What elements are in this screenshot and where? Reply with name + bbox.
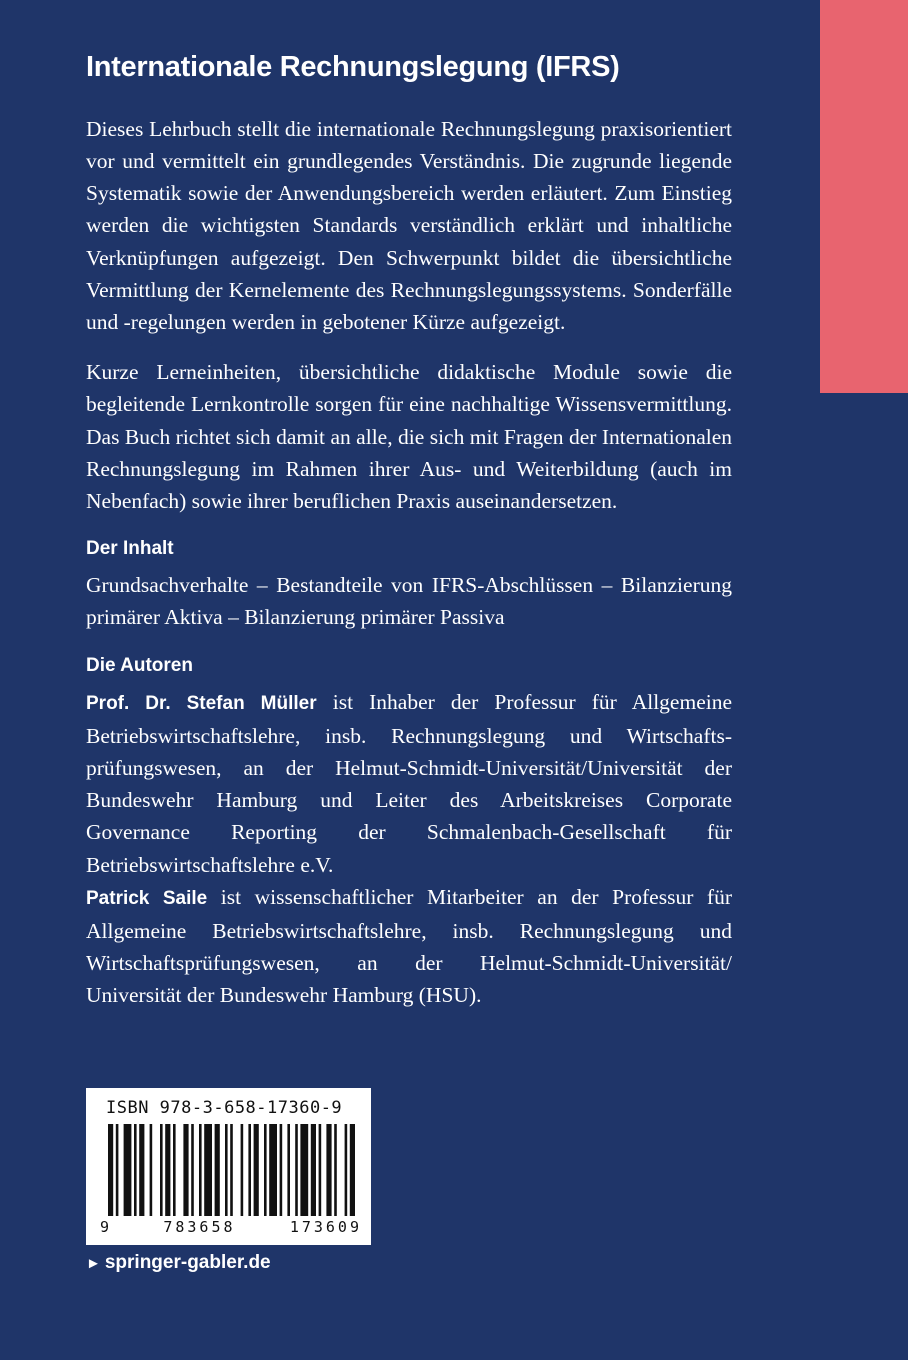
barcode-bar (280, 1124, 283, 1216)
barcode-bar (230, 1124, 233, 1216)
barcode-bar (254, 1124, 259, 1216)
barcode-bar (204, 1124, 212, 1216)
intro-paragraph-1: Dieses Lehrbuch stellt die internationale Rechnungslegung praxisorientiert vor und vermittelt ein grundlegendes Verständnis. Die zugrunde liegende Systematik sowie der Anwendungsbereich werden erläutert. Zum Einstieg werden die wichtigsten Standards verständlich erklärt und inhaltliche Verknüpfungen aufgezeigt. Den Schwerpunkt bildet die übersichtliche Vermittlung der Kernelemente des Rechnungslegungssystems. Sonderfälle und -regelungen werden in gebotener Kürze aufgezeigt. (86, 116, 732, 335)
barcode-bar (139, 1124, 144, 1216)
barcode-bar (116, 1124, 119, 1216)
intro-paragraph-2: Kurze Lerneinheiten, übersichtliche didaktische Module sowie die begleitende Lernkontrolle sorgen für eine nachhaltige Wissensvermittlung. Das Buch richtet sich damit an alle, die sich mit Fragen der Internationalen Rechnungslegung im Rahmen ihrer Aus- und Weiterbildung (auch im Nebenfach) sowie ihrer beruflichen Praxis auseinandersetzen. (86, 360, 732, 514)
barcode-bar (241, 1124, 244, 1216)
barcode-bar (248, 1124, 251, 1216)
barcode-bar (183, 1124, 188, 1216)
barcode-bar (269, 1124, 277, 1216)
barcode-bar (124, 1124, 132, 1216)
author-2-text: ist wissenschaftlicher Mitarbeiter an der Professur für Allgemeine Betriebswirtschaftslehre, insb. Rechnungslegung und Wirtschaftsprüfungswesen, an der Helmut-Schmidt-Universität/ Universität der Bundeswehr Hamburg (HSU). (86, 884, 732, 1008)
barcode-bar (225, 1124, 228, 1216)
contents-heading: Der Inhalt (86, 538, 174, 560)
barcode-bar (311, 1124, 316, 1216)
book-title: Internationale Rechnungslegung (IFRS) (86, 51, 620, 83)
contents-text: Grundsachverhalte – Bestandteile von IFRS-Abschlüssen – Bilanzierung primärer Aktiva – Bilanzierung primärer Passiva (86, 573, 732, 630)
barcode-bar (134, 1124, 137, 1216)
authors-heading: Die Autoren (86, 654, 193, 676)
barcode-bar (345, 1124, 348, 1216)
barcode-bar (295, 1124, 298, 1216)
barcode-bar (108, 1124, 113, 1216)
accent-bar (820, 0, 908, 393)
barcode-bar (287, 1124, 290, 1216)
barcode-bar (264, 1124, 267, 1216)
barcode-digits (100, 1218, 362, 1236)
barcode-bar (326, 1124, 331, 1216)
isbn-barcode (86, 1088, 371, 1245)
author-1-text: ist Inhaber der Professur für Allgemeine Betriebswirtschaftslehre, insb. Rechnungslegung und Wirtschaftsprüfungswesen, an der Helmut-Schmidt-Universität/Universität der Bundeswehr Hamburg und Leiter des Arbeitskreises Corporate Governance Reporting der Schmalenbach-Gesellschaft für Betriebswirtschaftslehre e.V. (86, 689, 732, 877)
website-link[interactable] (86, 1252, 271, 1274)
author-1-bio (86, 686, 732, 881)
barcode-digit-lead: 9 (100, 1218, 110, 1236)
isbn-label: ISBN 978-3-658-17360-9 (106, 1098, 343, 1118)
barcode-bar (165, 1124, 170, 1216)
barcode-bar (334, 1124, 337, 1216)
website-text: springer-gabler.de (104, 1252, 271, 1273)
author-2-name: Patrick Saile (86, 887, 208, 909)
barcode-digits-left: 783658 (163, 1218, 236, 1236)
barcode-bar (350, 1124, 355, 1216)
barcode-bar (191, 1124, 194, 1216)
author-2-bio (86, 881, 732, 1012)
barcode-bar (199, 1124, 202, 1216)
back-cover-text (86, 50, 732, 1030)
barcode-bar (319, 1124, 322, 1216)
barcode-bars (100, 1124, 362, 1218)
barcode-bar (160, 1124, 163, 1216)
barcode-bar (300, 1124, 308, 1216)
author-1-name: Prof. Dr. Stefan Müller (86, 692, 317, 714)
arrow-right-icon: ► (86, 1255, 101, 1272)
barcode-bar (173, 1124, 176, 1216)
barcode-digits-right: 173609 (289, 1218, 362, 1236)
barcode-bar (215, 1124, 220, 1216)
barcode-bar (150, 1124, 153, 1216)
